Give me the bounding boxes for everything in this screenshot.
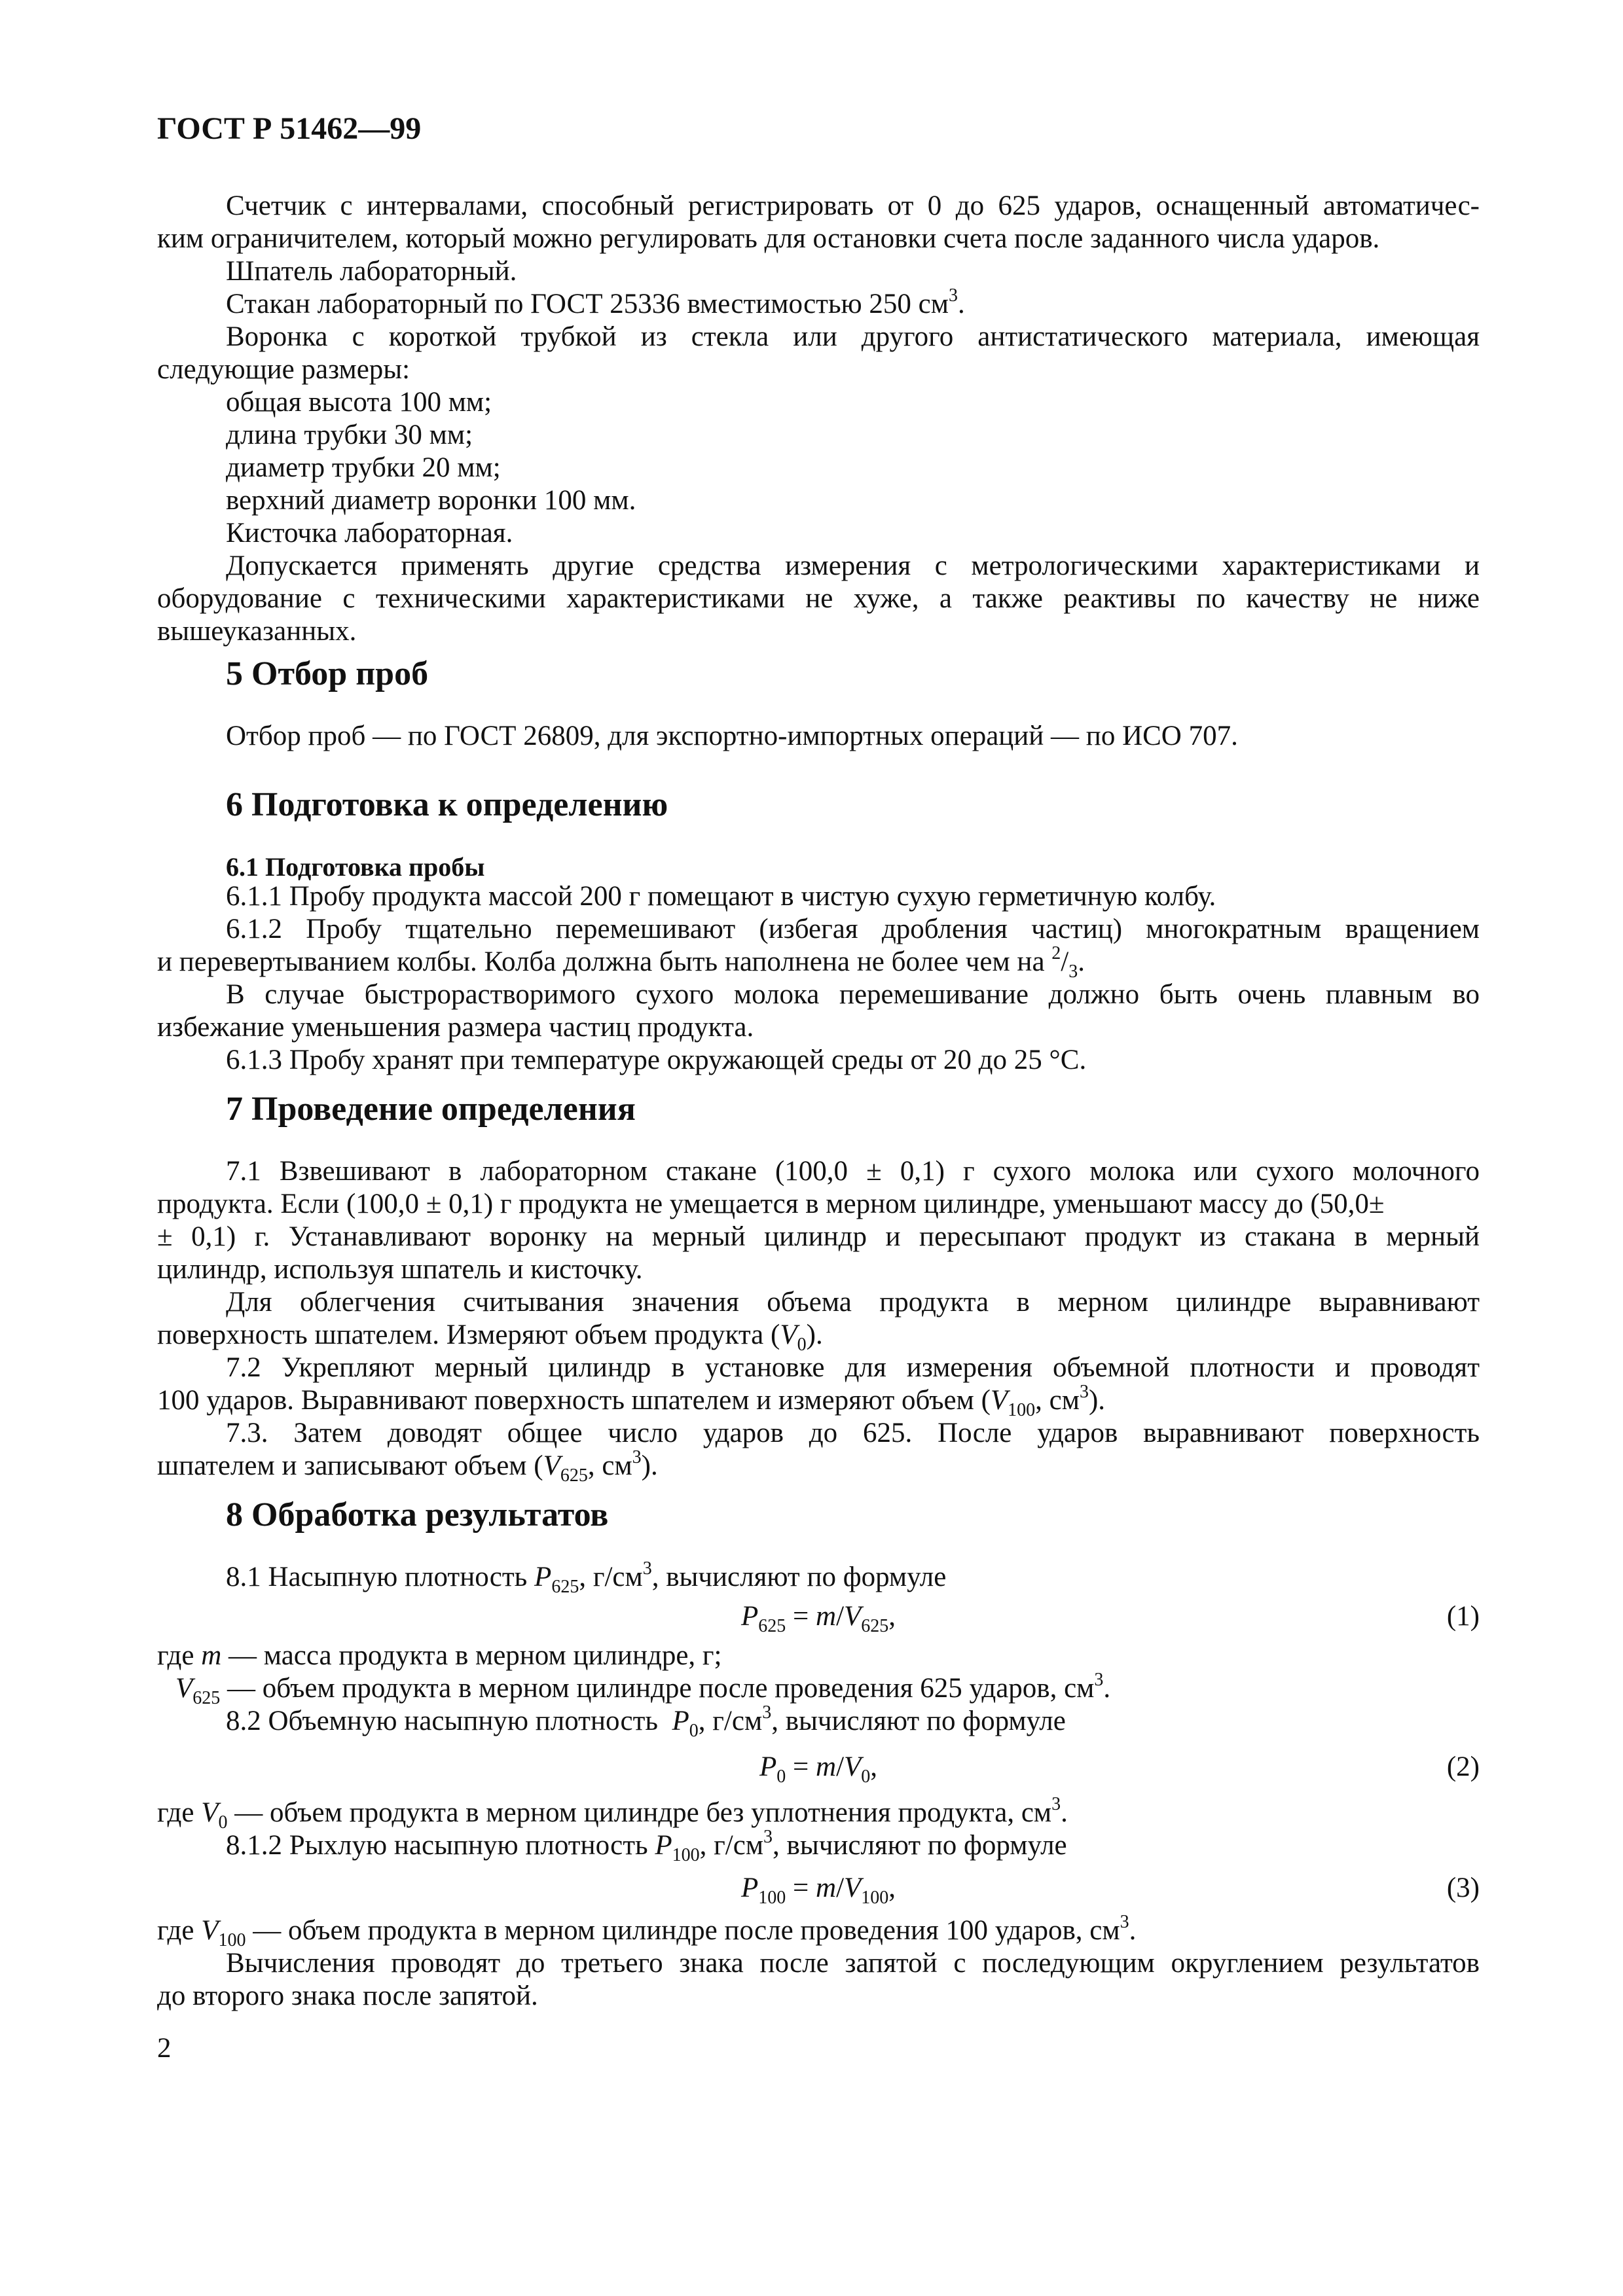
section-8-heading: 8 Обработка результатов (226, 1496, 609, 1534)
para-7-1-line1: 7.1 Взвешивают в лабораторном стакане (100,0 ± 0,1) г сухого молока или сухого молочного (226, 1156, 1480, 1187)
section-5-heading: 5 Отбор проб (226, 655, 429, 692)
para-6-1-2-line2: и перевертыванием колбы. Колба должна быть наполнена не более чем на $^2/_3$. (157, 943, 1085, 982)
formula-2: $P_0 = m/V_0$, (2) (759, 1751, 1480, 1787)
para-6-1-2-line1: 6.1.2 Пробу тщательно перемешивают (избегая дробления частиц) многократным вращением (226, 914, 1480, 944)
para-7-3-line2: шпателем и записывают объем ($V_{625}$, $см^3$). (157, 1447, 658, 1486)
para-7-1-line2: продукта. Если (100,0 ± 0,1) г продукта не умещается в мерном цилиндре, уменьшают массу до (50,0± (157, 1189, 1385, 1219)
para-7-2-line1: 7.2 Укрепляют мерный цилиндр в установке для измерения объемной плотности и проводят (226, 1352, 1480, 1383)
calc-text-line2: до второго знака после запятой. (157, 1981, 538, 2011)
document-header: ГОСТ Р 51462—99 (157, 111, 422, 146)
para-7-1-line3: ± 0,1) г. Устанавливают воронку на мерный цилиндр и пересыпают продукт из стакана в мерный (157, 1221, 1480, 1252)
where-m-line: где m — масса продукта в мерном цилиндре, г; (157, 1640, 722, 1671)
para-7-3-line1: 7.3. Затем доводят общее число ударов до 625. После ударов выравнивают поверхность (226, 1418, 1480, 1448)
para-7-1-line4: цилиндр, используя шпатель и кисточку. (157, 1254, 643, 1285)
para-7-2-line2: 100 ударов. Выравнивают поверхность шпателем и измеряют объем ($V_{100}$, $см^3$). (157, 1382, 1106, 1420)
formula-1-number: (1) (1446, 1601, 1480, 1632)
counter-text-line1: Счетчик с интервалами, способный регистрировать от 0 до 625 ударов, оснащенный автоматичес- (226, 190, 1480, 221)
allowance-text-line1: Допускается применять другие средства измерения с метрологическими характеристиками и (226, 550, 1480, 581)
para-8-2: 8.2 Объемную насыпную плотность $P_0$, $г/см^3$, вычисляют по формуле (226, 1702, 1066, 1741)
para-6-1-3: 6.1.3 Пробу хранят при температуре окружающей среды от 20 до 25 °С. (226, 1045, 1087, 1075)
calc-text-line1: Вычисления проводят до третьего знака после запятой с последующим округлением результатов (226, 1948, 1480, 1979)
funnel-text-line1: Воронка с короткой трубкой из стекла или другого антистатического материала, имеющая (226, 321, 1480, 352)
para-instant-line2: избежание уменьшения размера частиц продукта. (157, 1012, 754, 1043)
para-instant-line1: В случае быстрорастворимого сухого молока перемешивание должно быть очень плавным во (226, 979, 1480, 1010)
counter-text-line2: ким ограничителем, который можно регулировать для остановки счета после заданного числа ударов. (157, 223, 1380, 254)
beaker-text: Стакан лабораторный по ГОСТ 25336 вместимостью 250 $см^3$. (226, 285, 965, 319)
formula-3: $P_{100} = m/V_{100}$, (3) (740, 1873, 1480, 1908)
para-ease-line1: Для облегчения считывания значения объема продукта в мерном цилиндре выравнивают (226, 1287, 1480, 1318)
where-v0-line: где $V_0$ — объем продукта в мерном цилиндре без уплотнения продукта, $см^3$. (157, 1794, 1068, 1833)
section-5-text: Отбор проб — по ГОСТ 26809, для экспортно-импортных операций — по ИСО 707. (226, 721, 1238, 751)
where-v625-line: $V_{625}$ — объем продукта в мерном цилиндре после проведения 625 ударов, $см^3$. (175, 1670, 1111, 1708)
funnel-dim-height: общая высота 100 мм; (226, 387, 492, 418)
formula-3-number: (3) (1446, 1873, 1480, 1903)
brush-text: Кисточка лабораторная. (226, 518, 513, 548)
allowance-text-line3: вышеуказанных. (157, 616, 357, 647)
spatula-text: Шпатель лабораторный. (226, 256, 517, 287)
section-6-1-heading: 6.1 Подготовка пробы (226, 852, 485, 882)
para-ease-line2: поверхность шпателем. Измеряют объем продукта $(V_0)$. (157, 1319, 823, 1355)
para-8-1: 8.1 Насыпную плотность $P_{625}$, $г/см^3$, вычисляют по формуле (226, 1558, 947, 1597)
funnel-dim-tube-diameter: диаметр трубки 20 мм; (226, 452, 501, 483)
formula-2-number: (2) (1446, 1751, 1480, 1782)
page-number: 2 (157, 2033, 172, 2064)
allowance-text-line2: оборудование с техническими характеристиками не хуже, а также реактивы по качеству не ниже (157, 583, 1480, 614)
para-8-1-2: 8.1.2 Рыхлую насыпную плотность $P_{100}$, $г/см^3$, вычисляют по формуле (226, 1827, 1067, 1865)
section-7-heading: 7 Проведение определения (226, 1090, 636, 1128)
funnel-dim-tube-length: длина трубки 30 мм; (226, 420, 473, 450)
para-6-1-1: 6.1.1 Пробу продукта массой 200 г помещают в чистую сухую герметичную колбу. (226, 881, 1216, 912)
funnel-dim-top-diameter: верхний диаметр воронки 100 мм. (226, 485, 636, 516)
funnel-text-line2: следующие размеры: (157, 354, 410, 385)
formula-1: $P_{625} = m/V_{625}$, (1) (740, 1601, 1480, 1636)
where-v100-line: где $V_{100}$ — объем продукта в мерном цилиндре после проведения 100 ударов, $см^3$. (157, 1912, 1137, 1950)
section-6-heading: 6 Подготовка к определению (226, 786, 668, 823)
